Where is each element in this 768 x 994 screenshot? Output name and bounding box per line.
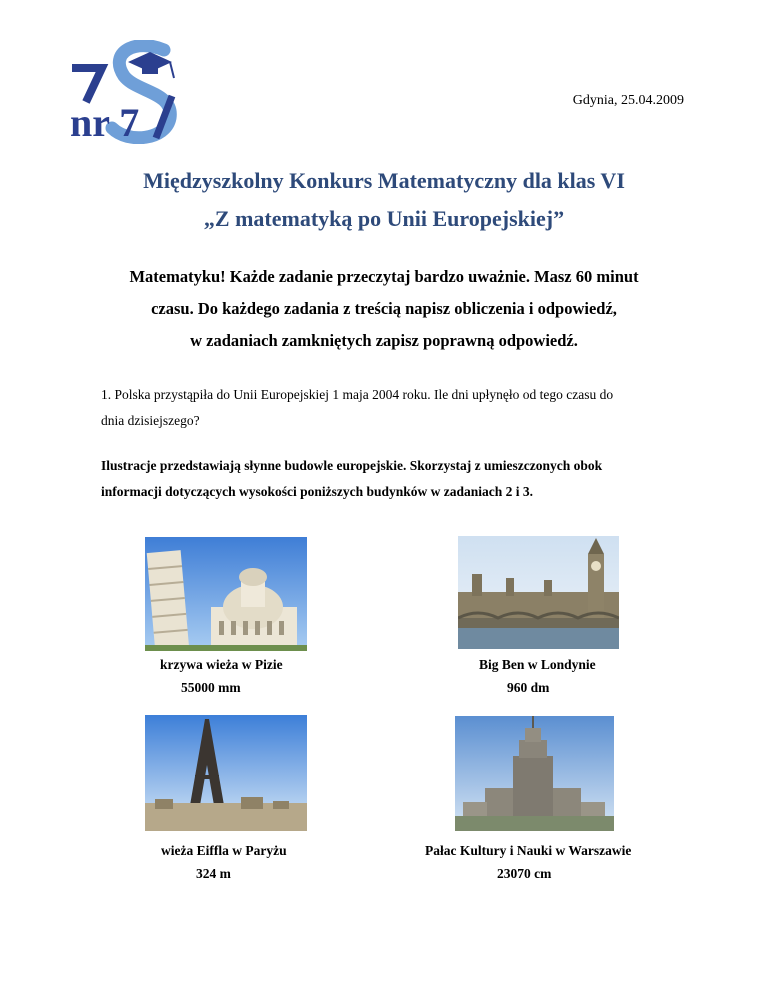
logo-text: nr 7 xyxy=(70,100,140,144)
instructions-line: Matematyku! Każde zadanie przeczytaj bardzo uważnie. Masz 60 minut xyxy=(129,267,639,286)
instructions-line: w zadaniach zamkniętych zapisz poprawną odpowiedź. xyxy=(190,331,578,350)
height-pisa: 55000 mm xyxy=(181,680,241,695)
caption-big-ben: Big Ben w Londynie xyxy=(479,657,596,672)
contest-title: Międzyszkolny Konkurs Matematyczny dla klas VI xyxy=(143,168,625,193)
logo-seven xyxy=(72,68,102,102)
document-date: Gdynia, 25.04.2009 xyxy=(572,93,684,108)
caption-palace: Pałac Kultury i Nauki w Warszawie xyxy=(425,843,632,858)
height-eiffel: 324 m xyxy=(196,866,231,881)
caption-pisa: krzywa wieża w Pizie xyxy=(160,657,283,672)
instructions xyxy=(0,261,768,357)
height-big-ben: 960 dm xyxy=(507,680,550,695)
contest-subtitle: „Z matematyką po Unii Europejskiej” xyxy=(203,206,565,231)
school-logo xyxy=(66,40,190,144)
buildings-info-line: Ilustracje przedstawiają słynne budowle europejskie. Skorzystaj z umieszczonych obok xyxy=(101,458,603,473)
buildings-info-line: informacji dotyczących wysokości poniższych budynków w zadaniach 2 i 3. xyxy=(101,484,534,499)
buildings-info xyxy=(101,453,701,505)
photo-palace-of-culture xyxy=(455,716,614,831)
photo-pisa-tower xyxy=(145,537,307,651)
height-palace: 23070 cm xyxy=(497,866,552,881)
palace-tower xyxy=(513,756,553,818)
photo-eiffel-tower xyxy=(145,715,307,831)
task-1-line: 1. Polska przystąpiła do Unii Europejskiej 1 maja 2004 roku. Ile dni upłynęło od tego czasu do xyxy=(101,387,614,402)
instructions-line: czasu. Do każdego zadania z treścią napisz obliczenia i odpowiedź, xyxy=(151,299,617,318)
caption-eiffel: wieża Eiffla w Paryżu xyxy=(161,843,287,858)
logo-graphic xyxy=(66,40,190,144)
photo-big-ben xyxy=(458,536,619,649)
task-1-line: dnia dzisiejszego? xyxy=(101,413,200,428)
task-1 xyxy=(101,382,701,434)
